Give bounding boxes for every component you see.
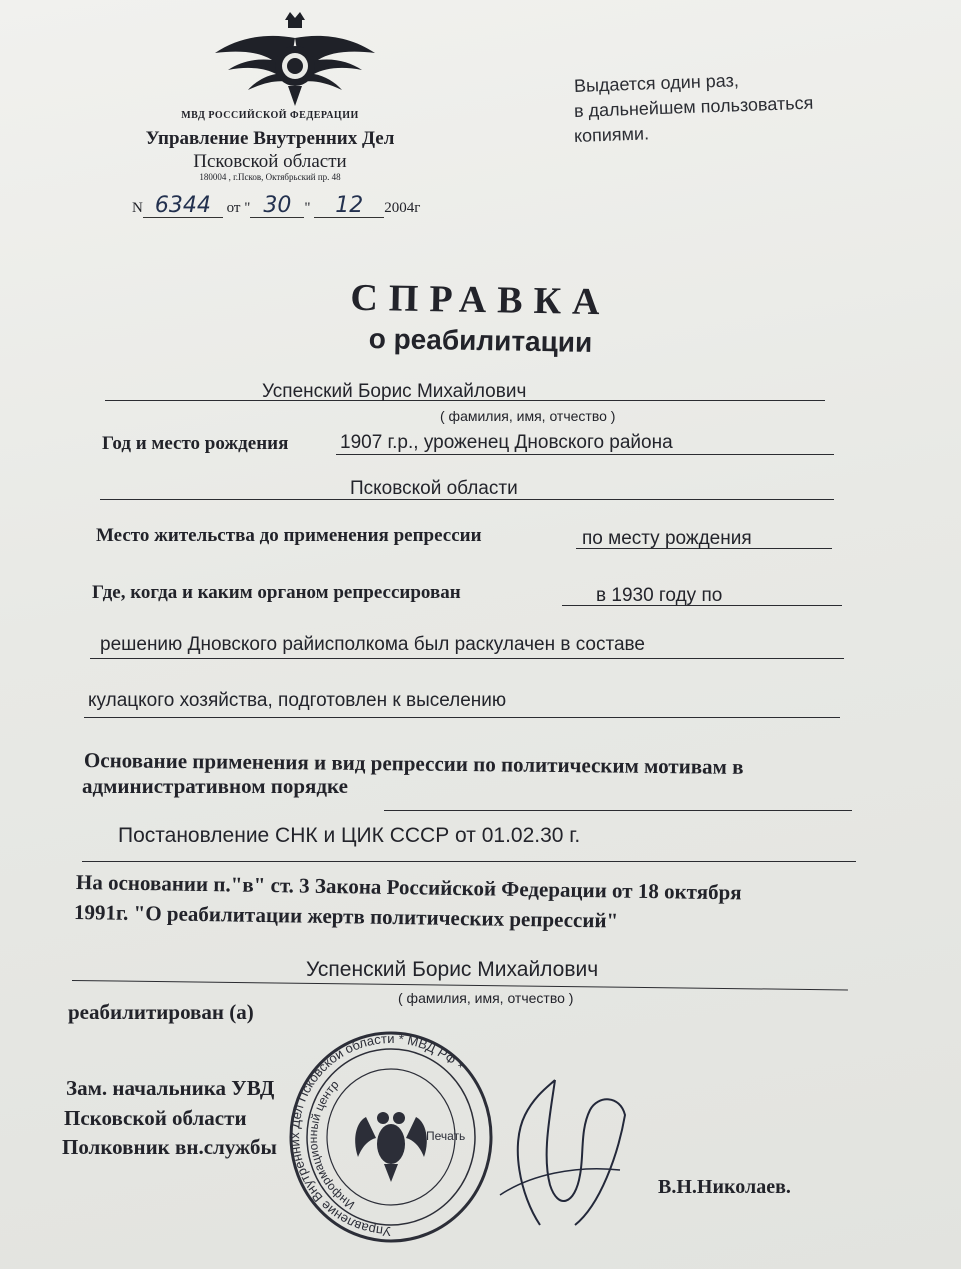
- document-title: СПРАВКА: [350, 276, 611, 324]
- header-region: Псковской области: [193, 151, 347, 172]
- repressed-value: в 1930 году по: [596, 585, 723, 606]
- date-year: 2004г: [384, 200, 421, 216]
- result-name-caption: ( фамилия, имя, отчество ): [398, 990, 574, 1006]
- stamp-inner-text: Информационный центр: [305, 1077, 357, 1213]
- birth-label: Год и место рождения: [102, 433, 289, 454]
- stamp-eagle-icon: [355, 1112, 427, 1182]
- number-prefix: N: [132, 200, 143, 216]
- date-day: 30: [250, 195, 304, 218]
- residence-label: Место жительства до применения репрессии: [96, 525, 482, 546]
- eagle-emblem-icon: [210, 8, 380, 108]
- birth-value: 1907 г.р., уроженец Дновского района: [340, 432, 673, 453]
- basis-value: Постановление СНК и ЦИК СССР от 01.02.30 г.: [118, 824, 581, 847]
- birth-underline: [336, 454, 834, 455]
- basis-value-underline: [82, 861, 856, 862]
- document-subtitle: о реабилитации: [368, 323, 593, 358]
- rehabilitated-status: реабилитирован (а): [68, 1000, 254, 1024]
- stamp-ring-text: Управление Внутренних Дел Псковской области * МВД РФ *: [287, 1030, 467, 1240]
- signatory-position-line-2: Псковской области: [64, 1106, 247, 1130]
- birth-value-2: Псковской области: [350, 478, 518, 499]
- document-number-row: N 6344 от " 30 " 12 2004г: [132, 193, 421, 218]
- basis-label-line-1: Основание применения и вид репрессии по политическим мотивам в: [83, 748, 744, 779]
- date-from-label: от: [226, 200, 241, 216]
- repressed-label: Где, когда и каким органом репрессирован: [92, 582, 461, 603]
- law-line-2: 1991г. "О реабилитации жертв политических репрессий": [73, 900, 619, 933]
- header-department: Управление Внутренних Дел: [145, 128, 395, 149]
- residence-value: по месту рождения: [582, 528, 752, 549]
- signatory-name: В.Н.Николаев.: [658, 1176, 791, 1198]
- signatory-position-line-3: Полковник вн.службы: [62, 1135, 277, 1159]
- header-org: МВД РОССИЙСКОЙ ФЕДЕРАЦИИ: [181, 110, 359, 121]
- law-line-1: На основании п."в" ст. 3 Закона Российской Федерации от 18 октября: [75, 870, 742, 905]
- repressed-underline-3: [84, 717, 840, 718]
- header-address: 180004 , г.Псков, Октябрьский пр. 48: [199, 172, 341, 182]
- handwritten-signature-icon: [480, 1075, 630, 1235]
- repressed-line-2: решению Дновского райисполкома был раскулачен в составе: [100, 634, 645, 655]
- issue-note-line-2: в дальнейшем пользоваться: [573, 92, 814, 121]
- signatory-position-line-1: Зам. начальника УВД: [66, 1076, 275, 1100]
- name-caption: ( фамилия, имя, отчество ): [440, 408, 616, 424]
- result-name: Успенский Борис Михайлович: [306, 958, 599, 981]
- person-name: Успенский Борис Михайлович: [262, 381, 527, 402]
- issue-note-line-3: копиями.: [573, 123, 650, 146]
- issue-note-line-1: Выдается один раз,: [573, 70, 740, 96]
- stamp-center-text: Печать: [426, 1129, 466, 1143]
- repressed-underline-2: [90, 658, 844, 659]
- date-month: 12: [314, 195, 384, 218]
- basis-underline: [384, 810, 852, 811]
- basis-label-line-2: административном порядке: [82, 774, 348, 798]
- document-number: 6344: [143, 195, 223, 218]
- repressed-line-3: кулацкого хозяйства, подготовлен к выселению: [88, 690, 507, 711]
- official-stamp: [286, 1022, 496, 1252]
